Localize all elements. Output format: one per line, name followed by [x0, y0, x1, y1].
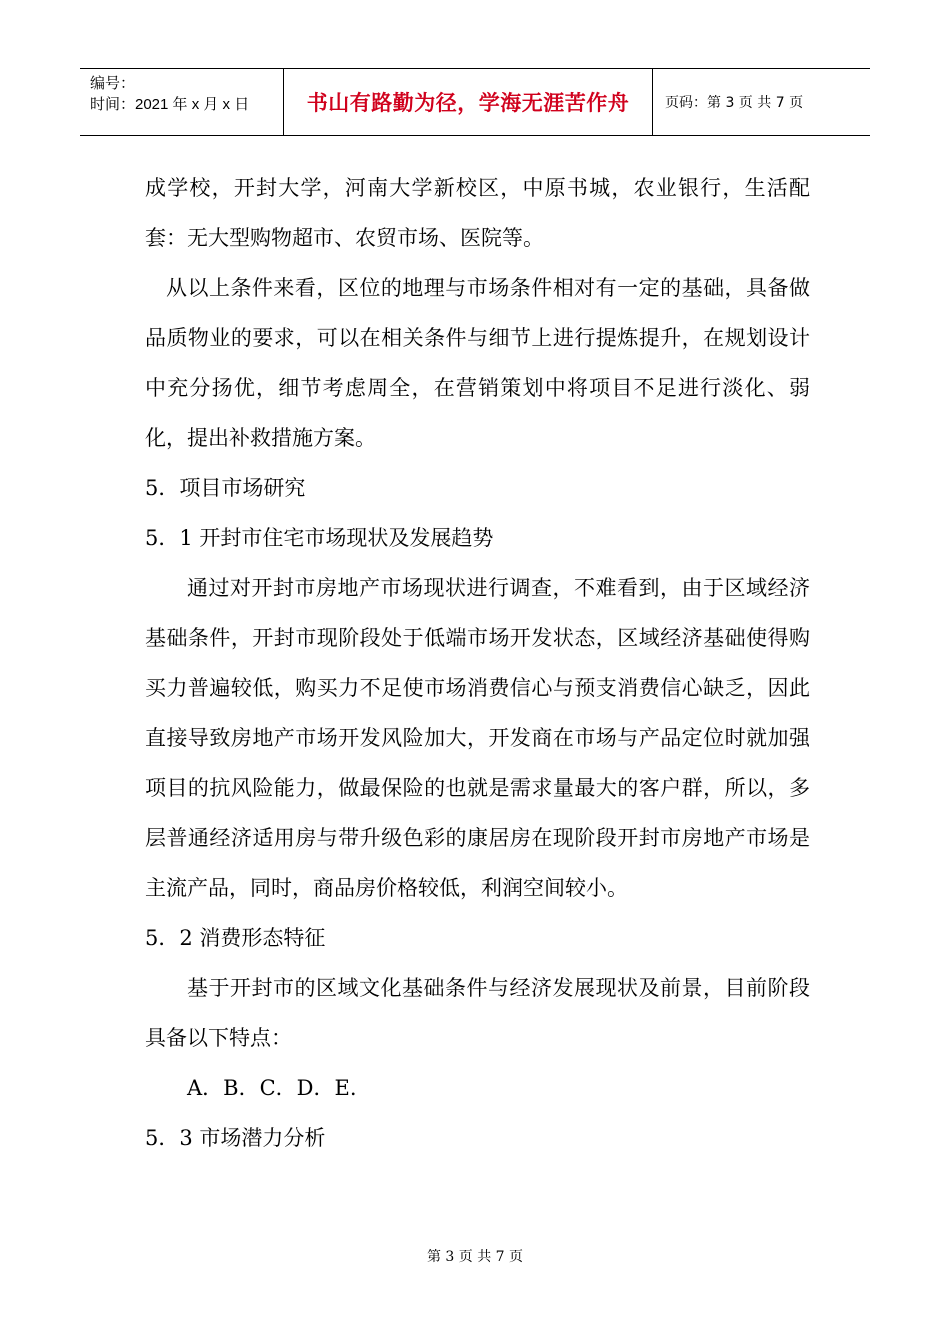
paragraph: 从以上条件来看，区位的地理与市场条件相对有一定的基础，具备做品质物业的要求，可以在相关条件与细节上进行提炼提升，在规划设计中充分扬优，细节考虑周全，在营销策划中将项目不足进行淡化、弱化，提出补救措施方案。 — [145, 276, 810, 450]
header-motto-cell — [283, 69, 653, 135]
paragraph: 基于开封市的区域文化基础条件与经济发展现状及前景，目前阶段具备以下特点： — [145, 976, 810, 1050]
header-meta — [80, 69, 283, 135]
subsection-heading: 5．2 消费形态特征 — [145, 926, 326, 950]
subsection-heading: 5．3 市场潜力分析 — [145, 1126, 326, 1150]
document-date-label: 时间：2021 年 x 月 x 日 — [90, 96, 250, 113]
section-heading: 5．项目市场研究 — [145, 476, 306, 500]
document-number-label: 编号： — [90, 75, 136, 92]
paragraph: 通过对开封市房地产市场现状进行调查，不难看到，由于区域经济基础条件，开封市现阶段处于低端市场开发状态，区域经济基础使得购买力普遍较低，购买力不足使市场消费信心与预支消费信心缺乏，因此直接导致房地产市场开发风险加大，开发商在市场与产品定位时就加强项目的抗风险能力，做最保险的也就是需求量最大的客户群，所以，多层普通经济适用房与带升级色彩的康居房在现阶段开封市房地产市场是主流产品，同时，商品房价格较低，利润空间较小。 — [145, 576, 810, 900]
paragraph: 成学校，开封大学，河南大学新校区，中原书城，农业银行，生活配套：无大型购物超市、农贸市场、医院等。 — [145, 176, 810, 250]
header-motto: 书山有路勤为径，学海无涯苦作舟 — [306, 91, 630, 115]
header-page-cell — [653, 69, 870, 135]
page-footer: 第 3 页 共 7 页 — [426, 1249, 524, 1265]
document-header — [80, 68, 870, 136]
document-body — [145, 163, 810, 1163]
header-page-info: 页码：第 3 页 共 7 页 — [665, 95, 804, 111]
list-items: A．B．C．D．E. — [187, 1076, 357, 1100]
subsection-heading: 5．1 开封市住宅市场现状及发展趋势 — [145, 526, 494, 550]
